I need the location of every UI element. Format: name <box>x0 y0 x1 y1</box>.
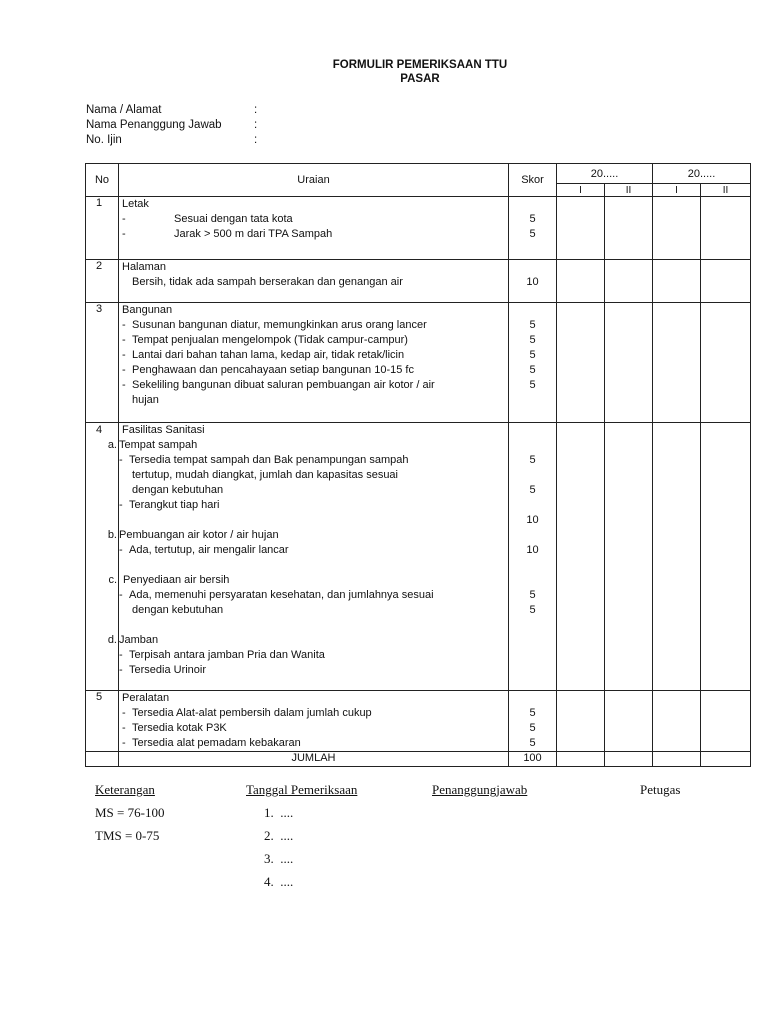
score-cell[interactable] <box>557 423 605 691</box>
title-line-2: PASAR <box>400 73 440 85</box>
row-uraian <box>107 423 509 691</box>
list-item: - Ada, tertutup, air mengalir lancar <box>119 544 289 556</box>
score-cell[interactable] <box>557 260 605 303</box>
total-skor: 100 <box>509 752 557 767</box>
row-uraian <box>119 691 509 752</box>
identity-row-penanggung-jawab <box>86 118 258 133</box>
skor-value: 5 <box>529 334 536 346</box>
row-number: 2 <box>86 260 119 303</box>
inspection-table <box>85 163 751 767</box>
skor-value: 5 <box>529 228 536 240</box>
score-cell[interactable] <box>701 197 751 260</box>
subsection-title: b. Pembuangan air kotor / air hujan <box>107 529 279 541</box>
score-cell[interactable] <box>557 303 605 423</box>
tanggal-item: 3. .... <box>264 851 294 866</box>
score-cell[interactable] <box>557 691 605 752</box>
skor-value: 10 <box>526 514 539 526</box>
list-item: - Jarak > 500 m dari TPA Sampah <box>122 228 333 240</box>
score-cell[interactable] <box>653 752 701 767</box>
skor-value: 5 <box>529 484 536 496</box>
score-cell[interactable] <box>701 423 751 691</box>
skor-value: 10 <box>526 544 539 556</box>
list-item: - Tersedia Alat-alat pembersih dalam jumlah cukup <box>122 707 372 719</box>
row-uraian <box>119 303 509 423</box>
row-skor <box>509 303 557 423</box>
section-title: Fasilitas Sanitasi <box>122 424 205 436</box>
row-number-value: 4 <box>96 424 103 436</box>
subsection-title: d. Jamban <box>107 634 159 646</box>
score-cell[interactable] <box>605 303 653 423</box>
skor-value: 5 <box>529 454 536 466</box>
score-cell[interactable] <box>653 423 701 691</box>
header-skor: Skor <box>509 164 557 197</box>
score-cell[interactable] <box>653 197 701 260</box>
header-uraian: Uraian <box>119 164 509 197</box>
section-title: Peralatan <box>122 692 170 704</box>
list-item: - Susunan bangunan diatur, memungkinkan arus orang lancer <box>122 319 427 331</box>
row-skor <box>509 423 557 691</box>
table-row-peralatan <box>86 691 751 752</box>
row-uraian <box>119 197 509 260</box>
tanggal-item: 1. .... <box>264 805 294 820</box>
score-cell[interactable] <box>701 303 751 423</box>
table-row-bangunan <box>86 303 751 423</box>
list-item: - Penghawaan dan pencahayaan setiap bangunan 10-15 fc <box>122 364 414 376</box>
header-year-2-i: I <box>653 184 701 197</box>
identity-separator: : <box>254 134 258 146</box>
row-skor <box>509 197 557 260</box>
skor-value: 5 <box>529 604 536 616</box>
list-item-continuation: dengan kebutuhan <box>132 484 224 496</box>
score-cell[interactable] <box>653 691 701 752</box>
header-year-1: 20..... <box>557 164 653 184</box>
list-item: - Sesuai dengan tata kota <box>122 213 293 225</box>
skor-value: 10 <box>526 276 539 288</box>
skor-value: 5 <box>529 722 536 734</box>
header-no: No <box>86 164 119 197</box>
list-item: - Terangkut tiap hari <box>119 499 220 511</box>
skor-value: 5 <box>529 319 536 331</box>
tanggal-item: 2. .... <box>264 828 294 843</box>
score-cell[interactable] <box>605 752 653 767</box>
list-item: Bersih, tidak ada sampah berserakan dan genangan air <box>132 276 403 288</box>
tanggal-item: 4. .... <box>264 874 294 889</box>
penanggungjawab-heading: Penanggungjawab <box>432 782 528 797</box>
list-item: - Ada, memenuhi persyaratan kesehatan, dan jumlahnya sesuai <box>119 589 434 601</box>
score-cell[interactable] <box>557 752 605 767</box>
list-item: - Tersedia kotak P3K <box>122 722 227 734</box>
row-number: 3 <box>86 303 119 423</box>
score-cell[interactable] <box>701 260 751 303</box>
title-line-1: FORMULIR PEMERIKSAAN TTU <box>332 59 508 71</box>
list-item-continuation: dengan kebutuhan <box>132 604 224 616</box>
total-label: JUMLAH <box>119 752 509 767</box>
list-item: - Tempat penjualan mengelompok (Tidak campur-campur) <box>122 334 408 346</box>
petugas-heading: Petugas <box>640 782 681 797</box>
identity-row-nama-alamat <box>86 103 258 118</box>
row-uraian <box>119 260 509 303</box>
header-row <box>86 164 751 184</box>
section-title: Letak <box>122 198 149 210</box>
list-item: - Tersedia alat pemadam kebakaran <box>122 737 301 749</box>
section-title: Bangunan <box>122 304 173 316</box>
header-year-2: 20..... <box>653 164 751 184</box>
skor-value: 5 <box>529 364 536 376</box>
skor-value: 5 <box>529 589 536 601</box>
header-year-1-ii: II <box>605 184 653 197</box>
subsection-title: c. Penyediaan air bersih <box>108 574 230 586</box>
score-cell[interactable] <box>605 197 653 260</box>
list-item: - Tersedia Urinoir <box>119 664 207 676</box>
score-cell[interactable] <box>605 423 653 691</box>
row-number <box>86 752 119 767</box>
table-row-fasilitas-sanitasi <box>86 423 751 691</box>
keterangan-heading: Keterangan <box>95 782 155 797</box>
list-item: - Lantai dari bahan tahan lama, kedap air, tidak retak/licin <box>122 349 405 361</box>
table-row-total <box>86 752 751 767</box>
list-item: - Sekeliling bangunan dibuat saluran pembuangan air kotor / air <box>122 379 435 391</box>
score-cell[interactable] <box>701 691 751 752</box>
form-title <box>0 58 768 86</box>
identity-fields <box>86 103 258 148</box>
list-item: - Tersedia tempat sampah dan Bak penampungan sampah <box>119 454 409 466</box>
row-number: 5 <box>86 691 119 752</box>
section-title: Halaman <box>122 261 167 273</box>
skor-value: 5 <box>529 213 536 225</box>
row-skor <box>509 691 557 752</box>
list-item-continuation: tertutup, mudah diangkat, jumlah dan kapasitas sesuai <box>132 469 398 481</box>
score-cell[interactable] <box>653 260 701 303</box>
list-item: - Terpisah antara jamban Pria dan Wanita <box>119 649 325 661</box>
skor-value: 5 <box>529 737 536 749</box>
identity-label: Nama / Alamat <box>86 104 162 116</box>
score-cell[interactable] <box>701 752 751 767</box>
identity-row-no-ijin <box>86 133 258 148</box>
row-skor <box>509 260 557 303</box>
table-row-halaman <box>86 260 751 303</box>
table-row-letak <box>86 197 751 260</box>
row-number: 1 <box>86 197 119 260</box>
skor-value: 5 <box>529 707 536 719</box>
skor-value: 5 <box>529 379 536 391</box>
header-year-1-i: I <box>557 184 605 197</box>
score-cell[interactable] <box>557 197 605 260</box>
identity-label: Nama Penanggung Jawab <box>86 119 222 131</box>
score-cell[interactable] <box>605 260 653 303</box>
tanggal-heading: Tanggal Pemeriksaan <box>246 782 358 797</box>
identity-label: No. Ijin <box>86 134 122 146</box>
keterangan-tms: TMS = 0-75 <box>95 828 160 843</box>
skor-value: 5 <box>529 349 536 361</box>
score-cell[interactable] <box>605 691 653 752</box>
identity-separator: : <box>254 119 258 131</box>
score-cell[interactable] <box>653 303 701 423</box>
header-year-2-ii: II <box>701 184 751 197</box>
list-item-continuation: hujan <box>132 394 159 406</box>
subsection-title: a. Tempat sampah <box>107 439 198 451</box>
keterangan-ms: MS = 76-100 <box>95 805 165 820</box>
identity-separator: : <box>254 104 258 116</box>
